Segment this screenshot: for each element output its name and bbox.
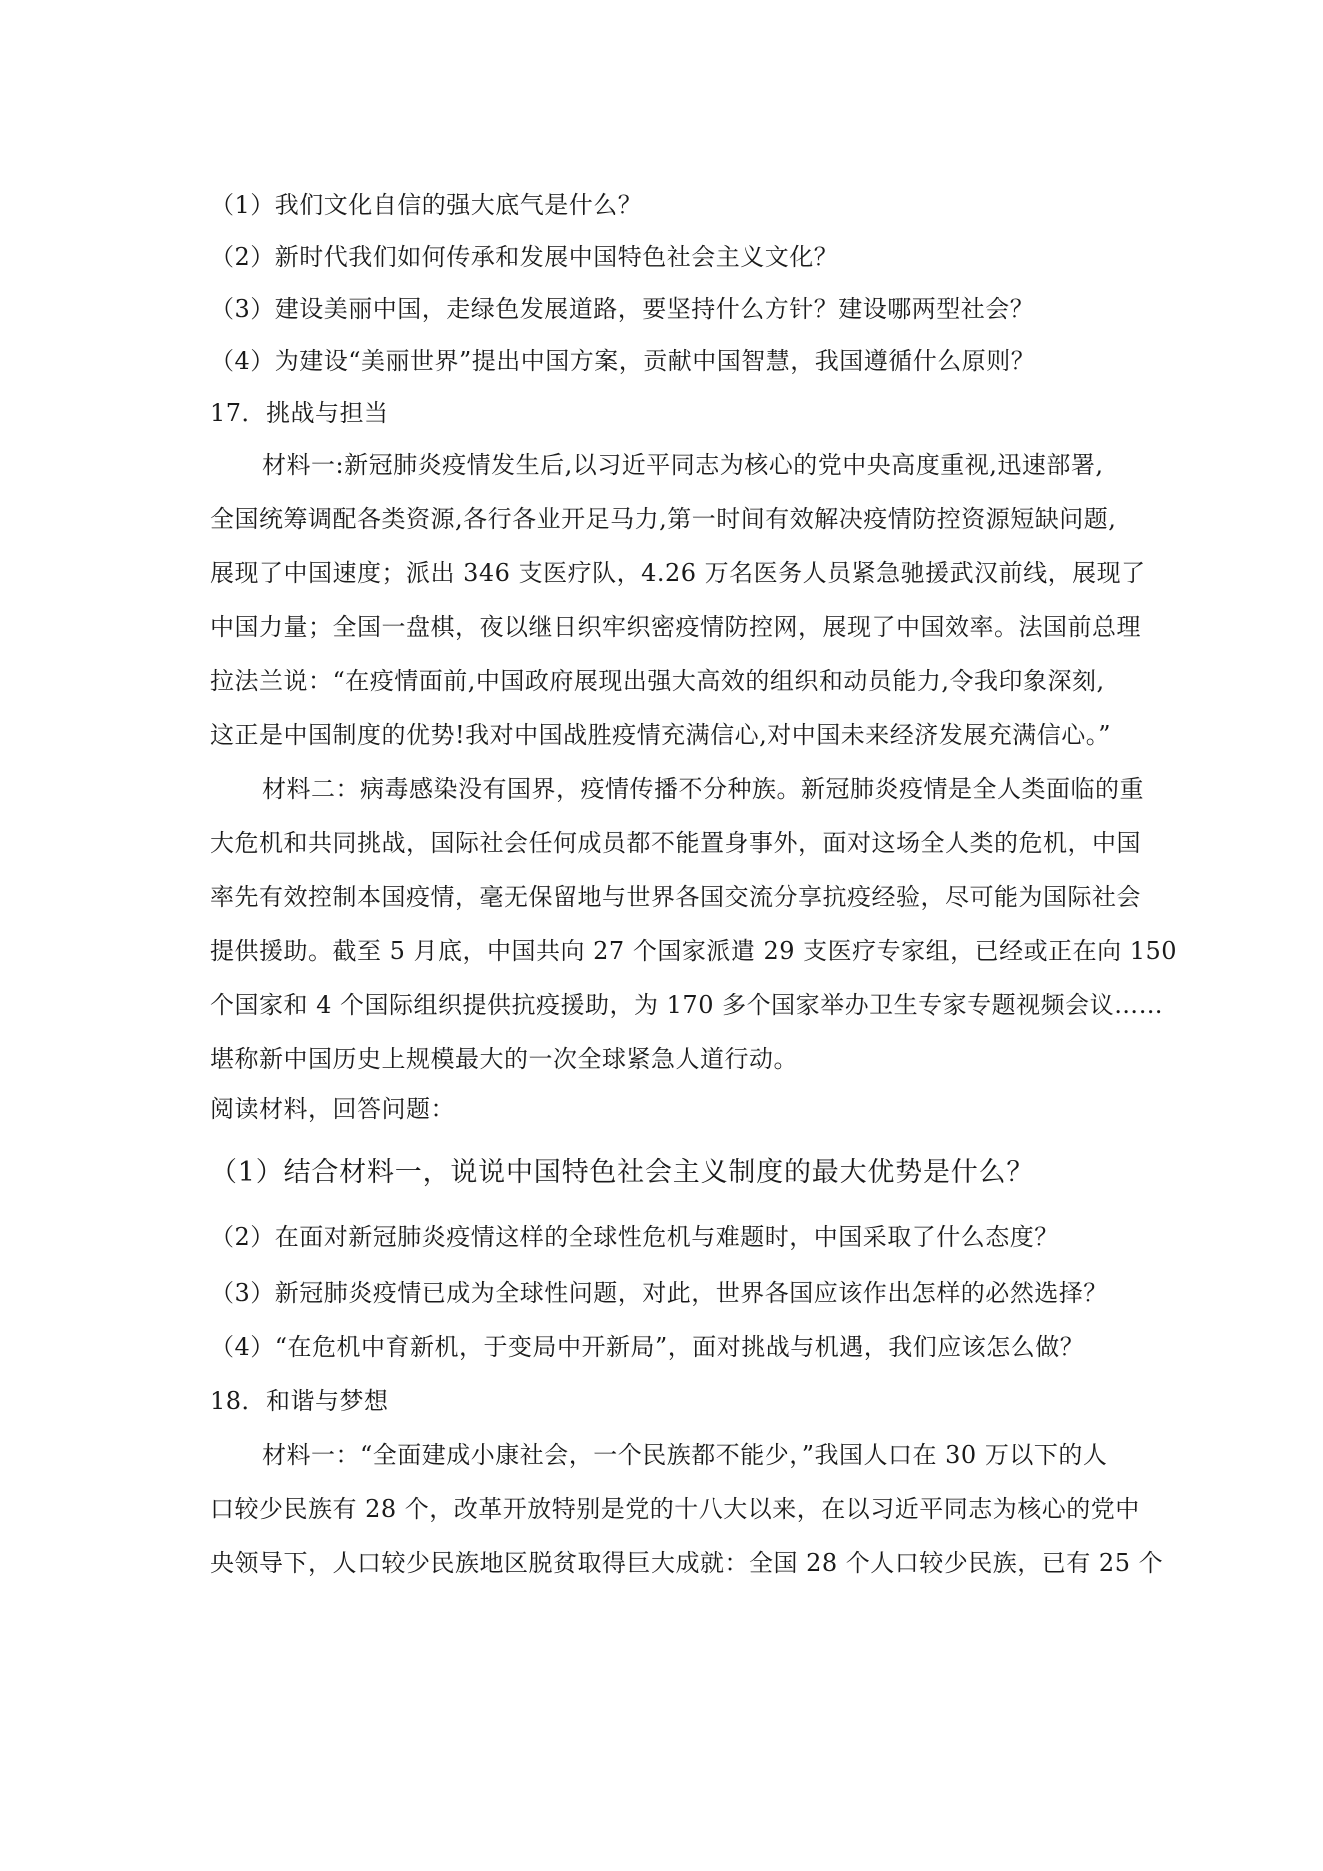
q17-question-2: （2）在面对新冠肺炎疫情这样的全球性危机与难题时，中国采取了什么态度？ xyxy=(210,1223,1059,1251)
s16-question-1: （1）我们文化自信的强大底气是什么？ xyxy=(210,191,643,219)
s16-question-2: （2）新时代我们如何传承和发展中国特色社会主义文化？ xyxy=(210,243,839,271)
q17-material1-line: 中国力量；全国一盘棋，夜以继日织牢织密疫情防控网，展现了中国效率。法国前总理 xyxy=(210,613,1141,641)
q17-prompt: 阅读材料，回答问题： xyxy=(210,1095,455,1123)
q17-material2-line: 率先有效控制本国疫情，毫无保留地与世界各国交流分享抗疫经验，尽可能为国际社会 xyxy=(210,883,1141,911)
q17-question-3: （3）新冠肺炎疫情已成为全球性问题，对此，世界各国应该作出怎样的必然选择？ xyxy=(210,1279,1108,1307)
q17-material2-line: 提供援助。截至 5 月底，中国共向 27 个国家派遣 29 支医疗专家组，已经或正在向 150 xyxy=(210,937,1178,965)
q18-material1-line: 材料一：“全面建成小康社会，一个民族都不能少，”我国人口在 30 万以下的人 xyxy=(262,1441,1108,1469)
q18-heading: 18．和谐与梦想 xyxy=(210,1387,389,1415)
q17-material1-line: 全国统筹调配各类资源,各行各业开足马力,第一时间有效解决疫情防控资源短缺问题, xyxy=(210,505,1117,533)
q17-material1-line: 拉法兰说：“在疫情面前,中国政府展现出强大高效的组织和动员能力,令我印象深刻, xyxy=(210,667,1105,695)
q18-material1-line: 央领导下，人口较少民族地区脱贫取得巨大成就：全国 28 个人口较少民族，已有 25 个 xyxy=(210,1549,1164,1577)
q17-material1-line: 这正是中国制度的优势!我对中国战胜疫情充满信心,对中国未来经济发展充满信心。” xyxy=(210,721,1112,749)
s16-question-3: （3）建设美丽中国，走绿色发展道路，要坚持什么方针？建设哪两型社会？ xyxy=(210,295,1035,323)
q17-material2-line: 堪称新中国历史上规模最大的一次全球紧急人道行动。 xyxy=(210,1045,798,1073)
q17-material1-line: 材料一:新冠肺炎疫情发生后,以习近平同志为核心的党中央高度重视,迅速部署, xyxy=(262,451,1104,479)
q17-question-4: （4）“在危机中育新机，于变局中开新局”，面对挑战与机遇，我们应该怎么做？ xyxy=(210,1333,1085,1361)
q17-question-1: （1）结合材料一，说说中国特色社会主义制度的最大优势是什么？ xyxy=(210,1157,1035,1188)
q18-material1-line: 口较少民族有 28 个，改革开放特别是党的十八大以来，在以习近平同志为核心的党中 xyxy=(210,1495,1140,1523)
q17-material1-line: 展现了中国速度；派出 346 支医疗队，4.26 万名医务人员紧急驰援武汉前线，展现了 xyxy=(210,559,1146,587)
q17-material2-line: 材料二：病毒感染没有国界，疫情传播不分种族。新冠肺炎疫情是全人类面临的重 xyxy=(262,775,1144,803)
s16-question-4: （4）为建设“美丽世界”提出中国方案，贡献中国智慧，我国遵循什么原则？ xyxy=(210,347,1036,375)
q17-material2-line: 个国家和 4 个国际组织提供抗疫援助，为 170 多个国家举办卫生专家专题视频会议…… xyxy=(210,991,1164,1019)
q17-heading: 17．挑战与担当 xyxy=(210,399,389,427)
q17-material2-line: 大危机和共同挑战，国际社会任何成员都不能置身事外，面对这场全人类的危机，中国 xyxy=(210,829,1141,857)
